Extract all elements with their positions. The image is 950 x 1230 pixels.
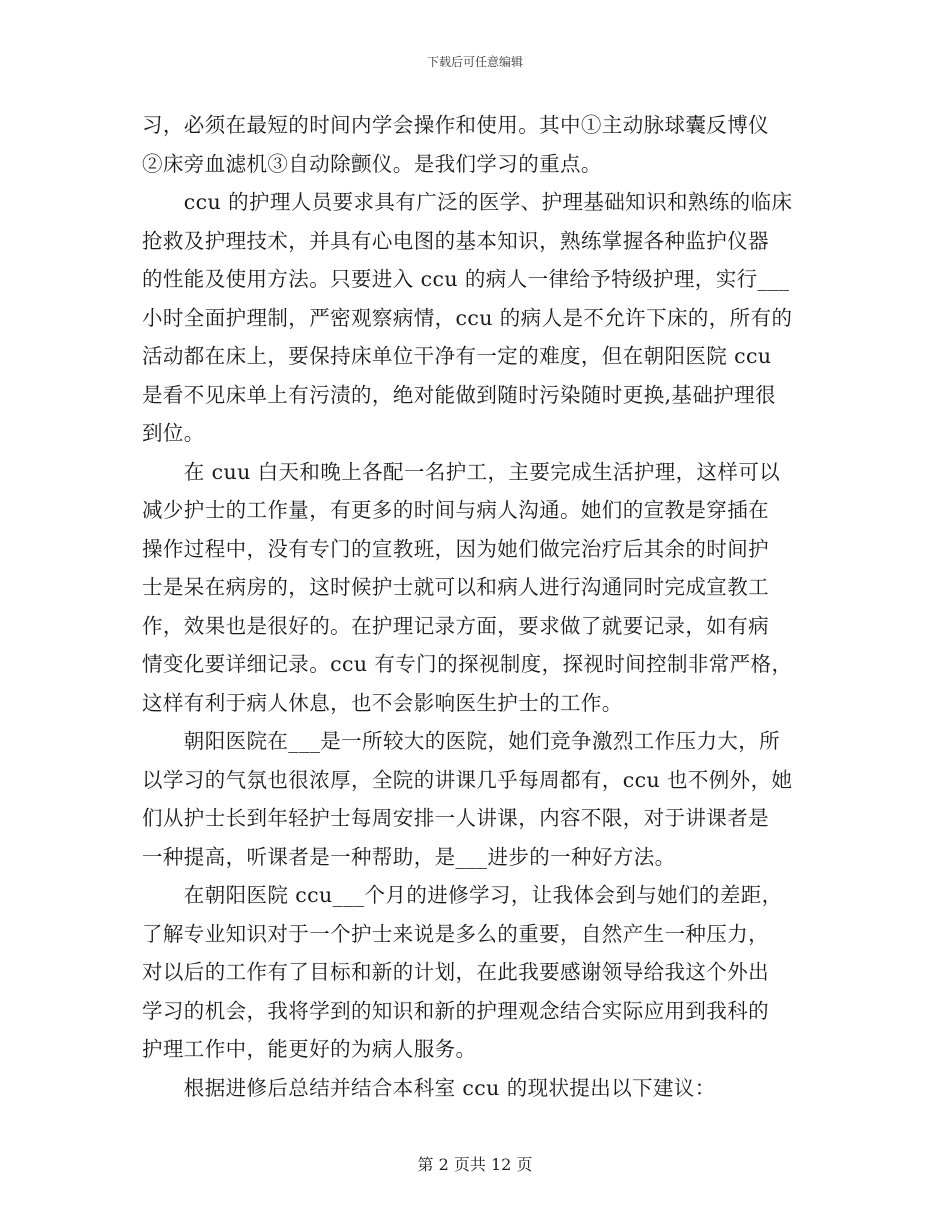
text-line: 习，必须在最短的时间内学会操作和使用。其中①主动脉球囊反博仪	[142, 113, 769, 137]
page-header: 下载后可任意编辑	[426, 55, 523, 69]
text-line: 是看不见床单上有污渍的，绝对能做到随时污染随时更换,基础护理很	[142, 382, 776, 407]
text-line: 们从护士长到年轻护士每周安排一人讲课，内容不限，对于讲课者是	[142, 806, 769, 830]
text-line: 减少护士的工作量，有更多的时间与病人沟通。她们的宣教是穿插在	[142, 498, 769, 522]
text-line: 以学习的气氛也很浓厚，全院的讲课几乎每周都有，ccu 也不例外，她	[142, 767, 793, 792]
text-line: 朝阳医院在___是一所较大的医院，她们竞争激烈工作压力大，所	[142, 729, 781, 753]
text-line: 这样有利于病人休息，也不会影响医生护士的工作。	[142, 690, 623, 715]
text-line: ②床旁血滤机③自动除颤仪。是我们学习的重点。	[142, 151, 602, 176]
text-line: 活动都在床上，要保持床单位干净有一定的难度，但在朝阳医院 ccu	[142, 344, 772, 368]
page-number: 第 2 页共 12 页	[417, 1155, 533, 1174]
text-line: 了解专业知识对于一个护士来说是多么的重要，自然产生一种压力，	[142, 921, 769, 946]
text-line: 的性能及使用方法。只要进入 ccu 的病人一律给予特级护理，实行___	[142, 267, 790, 291]
text-line: 情变化要详细记录。ccu 有专门的探视制度，探视时间控制非常严格，	[142, 652, 793, 676]
text-line: ccu 的护理人员要求具有广泛的医学、护理基础知识和熟练的临床	[142, 190, 793, 214]
text-line: 一种提高，听课者是一种帮助，是___进步的一种好方法。	[142, 844, 676, 869]
text-line: 对以后的工作有了目标和新的计划，在此我要感谢领导给我这个外出	[142, 960, 769, 984]
text-line: 在朝阳医院 ccu___个月的进修学习，让我体会到与她们的差距，	[142, 883, 783, 907]
text-line: 士是呆在病房的，这时候护士就可以和病人进行沟通同时完成宣教工	[142, 575, 769, 599]
text-line: 根据进修后总结并结合本科室 ccu 的现状提出以下建议：	[142, 1075, 716, 1100]
text-line: 到位。	[142, 421, 205, 445]
text-line: 小时全面护理制，严密观察病情，ccu 的病人是不允许下床的，所有的	[142, 305, 793, 330]
text-line: 抢救及护理技术，并具有心电图的基本知识，熟练掌握各种监护仪器	[142, 228, 769, 253]
text-line: 学习的机会，我将学到的知识和新的护理观念结合实际应用到我科的	[142, 998, 769, 1023]
document-body	[142, 106, 814, 1107]
text-line: 护理工作中，能更好的为病人服务。	[142, 1037, 477, 1061]
text-line: 在 cuu 白天和晚上各配一名护工，主要完成生活护理，这样可以	[142, 459, 781, 484]
text-line: 作，效果也是很好的。在护理记录方面，要求做了就要记录，如有病	[142, 613, 769, 638]
text-line: 操作过程中，没有专门的宣教班，因为她们做完治疗后其余的时间护	[142, 536, 769, 561]
